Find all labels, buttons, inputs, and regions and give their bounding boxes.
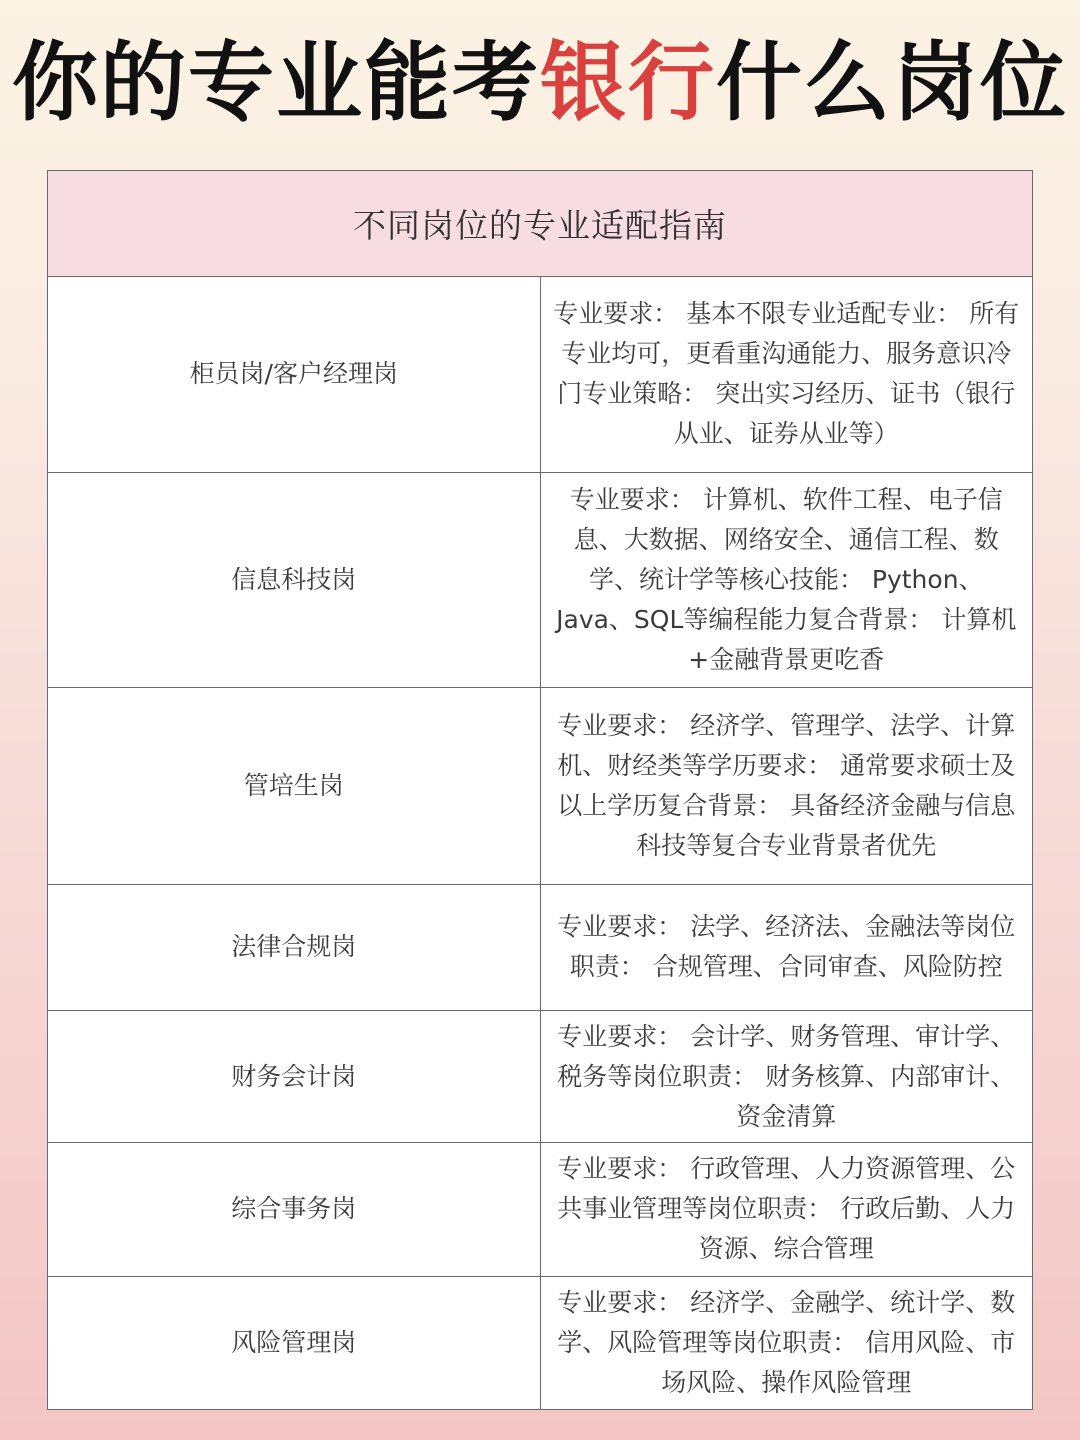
page-title <box>0 28 1080 138</box>
description-cell: 专业要求： 经济学、管理学、法学、计算机、财经类等学历要求： 通常要求硕士及以上学历复合背景： 具备经济金融与信息科技等复合专业背景者优先 <box>540 688 1033 884</box>
table-row <box>48 1011 1033 1143</box>
table-row <box>48 688 1033 884</box>
description-cell: 专业要求： 会计学、财务管理、审计学、税务等岗位职责： 财务核算、内部审计、资金清算 <box>540 1011 1033 1143</box>
role-cell: 柜员岗/客户经理岗 <box>48 277 541 472</box>
description-cell: 专业要求： 计算机、软件工程、电子信息、大数据、网络安全、通信工程、数学、统计学等核心技能： Python、Java、SQL等编程能力复合背景： 计算机+金融背景更吃香 <box>540 472 1033 688</box>
table-header-row <box>48 171 1033 277</box>
description-cell: 专业要求： 基本不限专业适配专业： 所有专业均可，更看重沟通能力、服务意识冷门专业策略： 突出实习经历、证书（银行从业、证券从业等） <box>540 277 1033 472</box>
role-cell: 财务会计岗 <box>48 1011 541 1143</box>
table-row <box>48 1276 1033 1409</box>
table-row <box>48 472 1033 688</box>
role-cell: 管培生岗 <box>48 688 541 884</box>
table-heading: 不同岗位的专业适配指南 <box>48 171 1033 277</box>
role-cell: 信息科技岗 <box>48 472 541 688</box>
description-cell: 专业要求： 经济学、金融学、统计学、数学、风险管理等岗位职责： 信用风险、市场风险、操作风险管理 <box>540 1276 1033 1409</box>
title-highlight: 银行 <box>540 33 716 133</box>
role-cell: 综合事务岗 <box>48 1143 541 1276</box>
title-part-2: 什么岗位 <box>716 33 1068 133</box>
table-row <box>48 1143 1033 1276</box>
table-row <box>48 277 1033 472</box>
role-cell: 法律合规岗 <box>48 884 541 1010</box>
table-row <box>48 884 1033 1010</box>
title-part-1: 你的专业能考 <box>12 33 540 133</box>
major-guide-table <box>47 170 1033 1410</box>
description-cell: 专业要求： 法学、经济法、金融法等岗位职责： 合规管理、合同审查、风险防控 <box>540 884 1033 1010</box>
description-cell: 专业要求： 行政管理、人力资源管理、公共事业管理等岗位职责： 行政后勤、人力资源、综合管理 <box>540 1143 1033 1276</box>
role-cell: 风险管理岗 <box>48 1276 541 1409</box>
